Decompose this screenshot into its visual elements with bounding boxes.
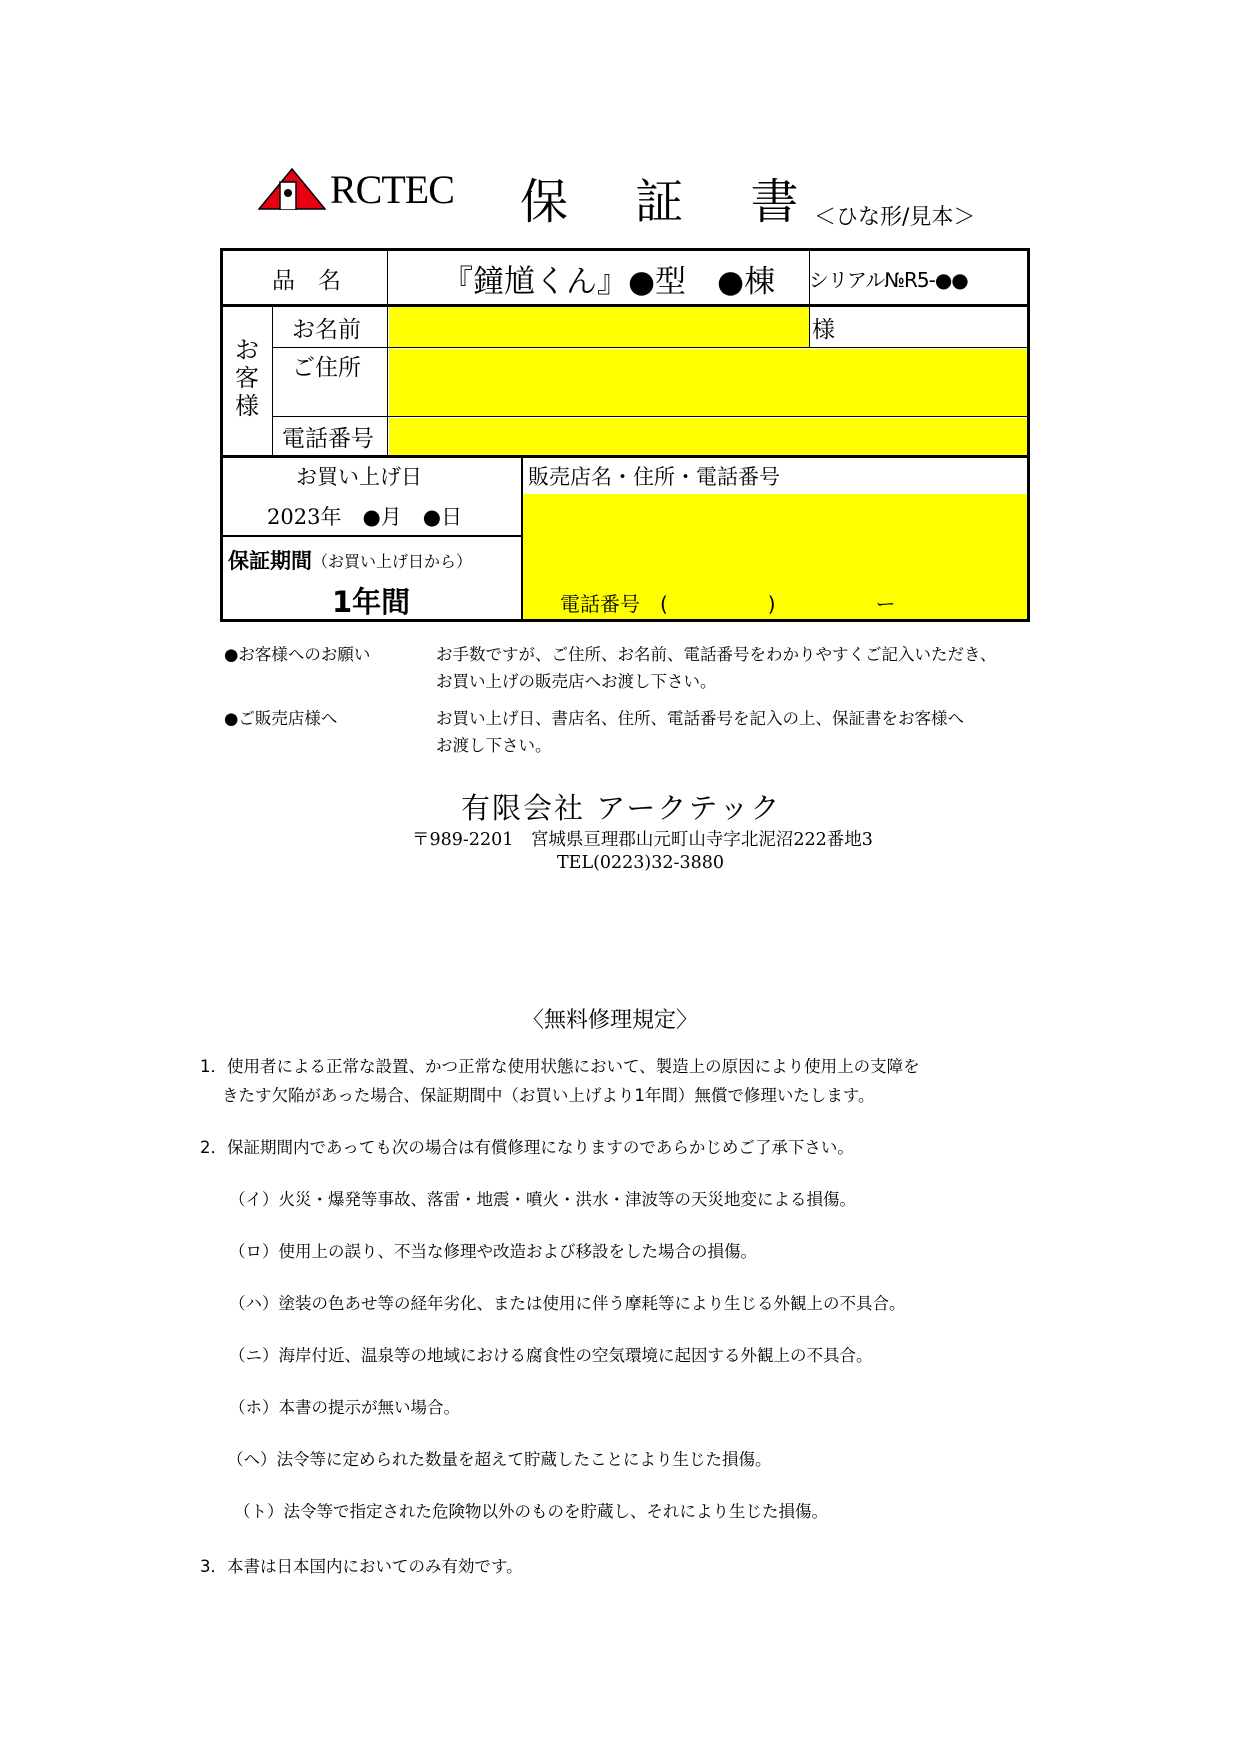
shop-label: 販売店名・住所・電話番号	[528, 465, 780, 489]
note-heading-shop: ●ご販売店様へ	[224, 709, 338, 728]
sample-note: ＜ひな形/見本＞	[814, 205, 976, 230]
serial-number: シリアル№R5-●●	[809, 268, 968, 292]
note-text-customer-1: お手数ですが、ご住所、お名前、電話番号をわかりやすくご記入いただき、	[436, 645, 997, 664]
company-name: 有限会社 アークテック	[461, 791, 782, 825]
rule-2-item-ho: （ホ）本書の提示が無い場合。	[229, 1398, 460, 1417]
name-label: お名前	[292, 317, 361, 343]
purchase-date-value: 2023年 ●月 ●日	[267, 505, 463, 529]
rule-2-item-he: （ヘ）法令等に定められた数量を超えて貯蔵したことにより生じた損傷。	[227, 1450, 772, 1469]
rule-2-item-to: （ト）法令等で指定された危険物以外のものを貯蔵し、それにより生じた損傷。	[234, 1502, 828, 1521]
phone-label: 電話番号	[282, 426, 374, 452]
note-text-customer-2: お買い上げの販売店へお渡し下さい。	[436, 672, 717, 691]
rule-1-line-2: きたす欠陥があった場合、保証期間中（お買い上げより1年間）無償で修理いたします。	[222, 1086, 875, 1105]
address-label: ご住所	[292, 355, 361, 381]
name-suffix: 様	[812, 317, 835, 343]
warranty-period-value: 1年間	[332, 585, 411, 619]
customer-label-1: お	[235, 336, 259, 364]
shop-phone: 電話番号 ( ) ー	[560, 592, 896, 616]
table-divider	[272, 347, 1030, 348]
note-heading-customer: ●お客様へのお願い	[224, 645, 371, 664]
table-divider	[220, 535, 522, 537]
table-divider	[220, 455, 1030, 458]
page-title: 保 証 書	[520, 174, 825, 230]
product-label: 品 名	[272, 268, 341, 294]
warranty-table	[220, 248, 1030, 622]
rule-2-item-ro: （ロ）使用上の誤り、不当な修理や改造および移設をした場合の損傷。	[229, 1242, 757, 1261]
product-name: 『鐘馗くん』●型 ●棟	[442, 264, 776, 300]
rules-title: 〈無料修理規定〉	[522, 1008, 699, 1033]
customer-label-3: 様	[235, 392, 259, 420]
table-divider	[272, 305, 273, 457]
table-divider	[387, 248, 388, 456]
customer-label-2: 客	[235, 364, 259, 392]
rule-2-item-ha: （ハ）塗装の色あせ等の経年劣化、または使用に伴う摩耗等により生じる外観上の不具合。	[229, 1294, 906, 1313]
rule-2-item-ni: （ニ）海岸付近、温泉等の地域における腐食性の空気環境に起因する外観上の不具合。	[229, 1346, 873, 1365]
company-address: 〒989-2201 宮城県亘理郡山元町山寺字北泥沼222番地3	[412, 830, 873, 850]
table-divider	[809, 248, 810, 348]
table-divider	[272, 416, 1030, 417]
rule-2: 2．保証期間内であっても次の場合は有償修理になりますのであらかじめご了承下さい。	[200, 1138, 854, 1157]
rule-2-item-i: （イ）火災・爆発等事故、落雷・地震・噴火・洪水・津波等の天災地変による損傷。	[229, 1190, 856, 1209]
warranty-period-note: （お買い上げ日から）	[312, 552, 473, 571]
table-divider	[521, 456, 523, 622]
warranty-period-label: 保証期間	[228, 549, 312, 573]
purchase-date-label: お買い上げ日	[296, 465, 422, 489]
table-divider	[220, 304, 1030, 307]
rule-1-line-1: 1．使用者による正常な設置、かつ正常な使用状態において、製造上の原因により使用上の支障を	[200, 1057, 920, 1076]
company-logo-text: RCTEC	[330, 167, 454, 212]
rule-3: 3．本書は日本国内においてのみ有効です。	[200, 1557, 523, 1576]
company-tel: TEL(0223)32-3880	[557, 853, 724, 873]
company-logo-icon	[258, 168, 326, 210]
note-text-shop-2: お渡し下さい。	[436, 736, 552, 755]
note-text-shop-1: お買い上げ日、書店名、住所、電話番号を記入の上、保証書をお客様へ	[436, 709, 964, 728]
